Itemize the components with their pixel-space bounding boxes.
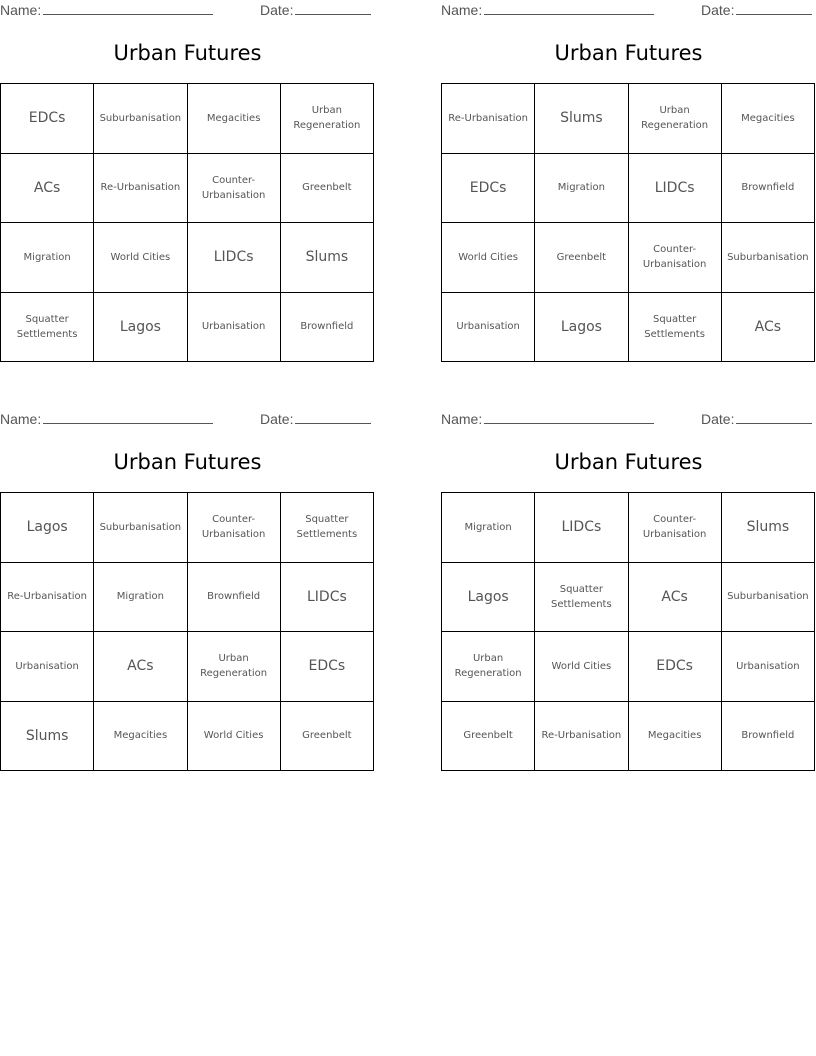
bingo-cell: Migration xyxy=(442,493,535,563)
bingo-cell: Brownfield xyxy=(281,293,374,363)
date-blank-line xyxy=(295,2,371,15)
bingo-cell: Brownfield xyxy=(722,154,815,224)
bingo-cell: Squatter Settlements xyxy=(281,493,374,563)
bingo-cell: Migration xyxy=(1,223,94,293)
bingo-cell: ACs xyxy=(629,563,722,633)
bingo-cell: Lagos xyxy=(535,293,628,363)
bingo-cell: World Cities xyxy=(535,632,628,702)
bingo-cell: ACs xyxy=(1,154,94,224)
bingo-cell: World Cities xyxy=(442,223,535,293)
bingo-cell: Brownfield xyxy=(722,702,815,772)
bingo-cell: Megacities xyxy=(722,84,815,154)
card-header xyxy=(441,411,816,429)
bingo-cell: EDCs xyxy=(281,632,374,702)
name-blank-line xyxy=(43,411,213,424)
bingo-card-2 xyxy=(441,0,816,365)
bingo-cell: LIDCs xyxy=(188,223,281,293)
bingo-cell: EDCs xyxy=(629,632,722,702)
bingo-cell: Re-Urbanisation xyxy=(94,154,187,224)
bingo-cell: Squatter Settlements xyxy=(535,563,628,633)
bingo-card-3 xyxy=(0,409,375,774)
bingo-cell: Lagos xyxy=(442,563,535,633)
bingo-cell: Lagos xyxy=(1,493,94,563)
bingo-cell: Urban Regeneration xyxy=(281,84,374,154)
bingo-cell: Counter- Urbanisation xyxy=(188,493,281,563)
date-label: Date: xyxy=(260,411,371,427)
bingo-cell: Counter- Urbanisation xyxy=(188,154,281,224)
bingo-cell: Urbanisation xyxy=(1,632,94,702)
bingo-cell: Slums xyxy=(722,493,815,563)
bingo-cell: LIDCs xyxy=(281,563,374,633)
card-title: Urban Futures xyxy=(554,450,703,474)
name-label: Name: xyxy=(441,2,654,18)
bingo-cell: Counter- Urbanisation xyxy=(629,223,722,293)
bingo-grid xyxy=(441,83,815,362)
bingo-cell: Squatter Settlements xyxy=(1,293,94,363)
card-header xyxy=(0,411,375,429)
bingo-cell: Slums xyxy=(1,702,94,772)
bingo-cell: LIDCs xyxy=(629,154,722,224)
bingo-card-1 xyxy=(0,0,375,365)
bingo-cell: Suburbanisation xyxy=(94,84,187,154)
name-label: Name: xyxy=(0,411,213,427)
bingo-cell: Urbanisation xyxy=(442,293,535,363)
date-blank-line xyxy=(295,411,371,424)
date-blank-line xyxy=(736,411,812,424)
bingo-cell: Counter- Urbanisation xyxy=(629,493,722,563)
bingo-cell: Megacities xyxy=(188,84,281,154)
date-blank-line xyxy=(736,2,812,15)
bingo-cell: Greenbelt xyxy=(535,223,628,293)
bingo-cell: Brownfield xyxy=(188,563,281,633)
bingo-cell: Greenbelt xyxy=(281,702,374,772)
bingo-cell: Re-Urbanisation xyxy=(1,563,94,633)
bingo-cell: Urbanisation xyxy=(722,632,815,702)
bingo-cell: Slums xyxy=(281,223,374,293)
bingo-cell: Migration xyxy=(94,563,187,633)
card-title: Urban Futures xyxy=(113,41,262,65)
bingo-cell: Greenbelt xyxy=(442,702,535,772)
date-label: Date: xyxy=(701,411,812,427)
bingo-cell: Urbanisation xyxy=(188,293,281,363)
bingo-cell: Urban Regeneration xyxy=(442,632,535,702)
name-blank-line xyxy=(484,2,654,15)
bingo-cell: Suburbanisation xyxy=(722,563,815,633)
date-label: Date: xyxy=(260,2,371,18)
bingo-cell: Suburbanisation xyxy=(94,493,187,563)
bingo-cell: Slums xyxy=(535,84,628,154)
name-blank-line xyxy=(43,2,213,15)
bingo-cell: Megacities xyxy=(94,702,187,772)
name-label: Name: xyxy=(441,411,654,427)
card-title: Urban Futures xyxy=(113,450,262,474)
bingo-cell: EDCs xyxy=(442,154,535,224)
name-blank-line xyxy=(484,411,654,424)
bingo-grid xyxy=(441,492,815,771)
bingo-grid xyxy=(0,83,374,362)
bingo-cell: ACs xyxy=(722,293,815,363)
bingo-cell: World Cities xyxy=(188,702,281,772)
bingo-card-4 xyxy=(441,409,816,774)
bingo-cell: World Cities xyxy=(94,223,187,293)
bingo-cell: ACs xyxy=(94,632,187,702)
card-title: Urban Futures xyxy=(554,41,703,65)
bingo-cell: Greenbelt xyxy=(281,154,374,224)
bingo-cell: Migration xyxy=(535,154,628,224)
bingo-cell: Megacities xyxy=(629,702,722,772)
bingo-cell: EDCs xyxy=(1,84,94,154)
bingo-grid xyxy=(0,492,374,771)
bingo-cell: Re-Urbanisation xyxy=(442,84,535,154)
date-label: Date: xyxy=(701,2,812,18)
bingo-cell: Re-Urbanisation xyxy=(535,702,628,772)
bingo-cell: Squatter Settlements xyxy=(629,293,722,363)
bingo-cell: Urban Regeneration xyxy=(188,632,281,702)
bingo-cell: Lagos xyxy=(94,293,187,363)
card-header xyxy=(441,2,816,20)
card-header xyxy=(0,2,375,20)
bingo-cell: Urban Regeneration xyxy=(629,84,722,154)
bingo-cell: Suburbanisation xyxy=(722,223,815,293)
bingo-cell: LIDCs xyxy=(535,493,628,563)
name-label: Name: xyxy=(0,2,213,18)
